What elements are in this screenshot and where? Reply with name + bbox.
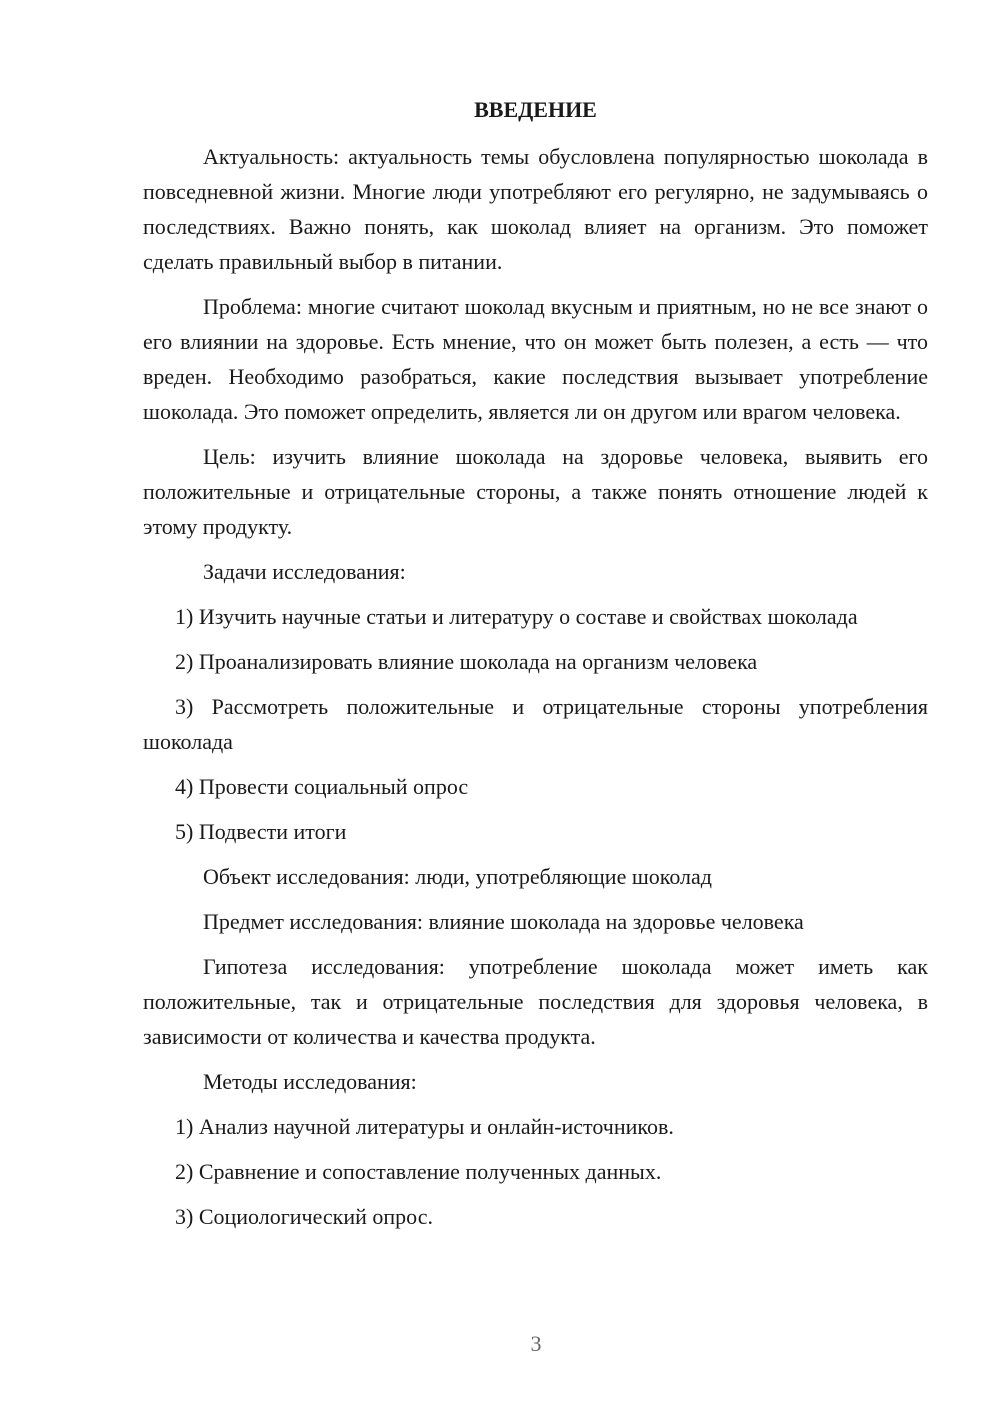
goal-paragraph: Цель: изучить влияние шоколада на здоровье человека, выявить его положительные и отрицательные стороны, а также понять отношение людей к этому продукту. [143,444,928,539]
methods-heading: Методы исследования: [203,1069,417,1094]
document-title: ВВЕДЕНИЕ [474,97,597,122]
page-number: 3 [530,1331,542,1356]
document-page [143,92,928,1244]
method-item-1: 1) Анализ научной литературы и онлайн-источников. [175,1114,674,1139]
relevance-paragraph: Актуальность: актуальность темы обусловлена популярностью шоколада в повседневной жизни. Многие люди употребляют его регулярно, не задумываясь о последствиях. Важно понять, как шоколад влияет на организм. Это поможет сделать правильный выбор в питании. [143,144,928,274]
task-item-4: 4) Провести социальный опрос [175,774,469,799]
task-item-1: 1) Изучить научные статьи и литературу о составе и свойствах шоколада [175,604,858,629]
task-item-3: 3) Рассмотреть положительные и отрицательные стороны употребления шоколада [143,694,928,754]
task-item-5: 5) Подвести итоги [175,819,347,844]
subject-paragraph: Предмет исследования: влияние шоколада на здоровье человека [203,909,804,934]
problem-paragraph: Проблема: многие считают шоколад вкусным и приятным, но не все знают о его влиянии на здоровье. Есть мнение, что он может быть полезен, а есть — что вреден. Необходимо разобраться, какие последствия вызывает употребление шоколада. Это поможет определить, является ли он другом или врагом человека. [143,294,928,424]
task-item-2: 2) Проанализировать влияние шоколада на организм человека [175,649,758,674]
object-paragraph: Объект исследования: люди, употребляющие шоколад [203,864,712,889]
method-item-2: 2) Сравнение и сопоставление полученных данных. [175,1159,662,1184]
hypothesis-paragraph: Гипотеза исследования: употребление шоколада может иметь как положительные, так и отрицательные последствия для здоровья человека, в зависимости от количества и качества продукта. [143,954,928,1049]
method-item-3: 3) Социологический опрос. [175,1204,433,1229]
tasks-heading: Задачи исследования: [203,559,406,584]
